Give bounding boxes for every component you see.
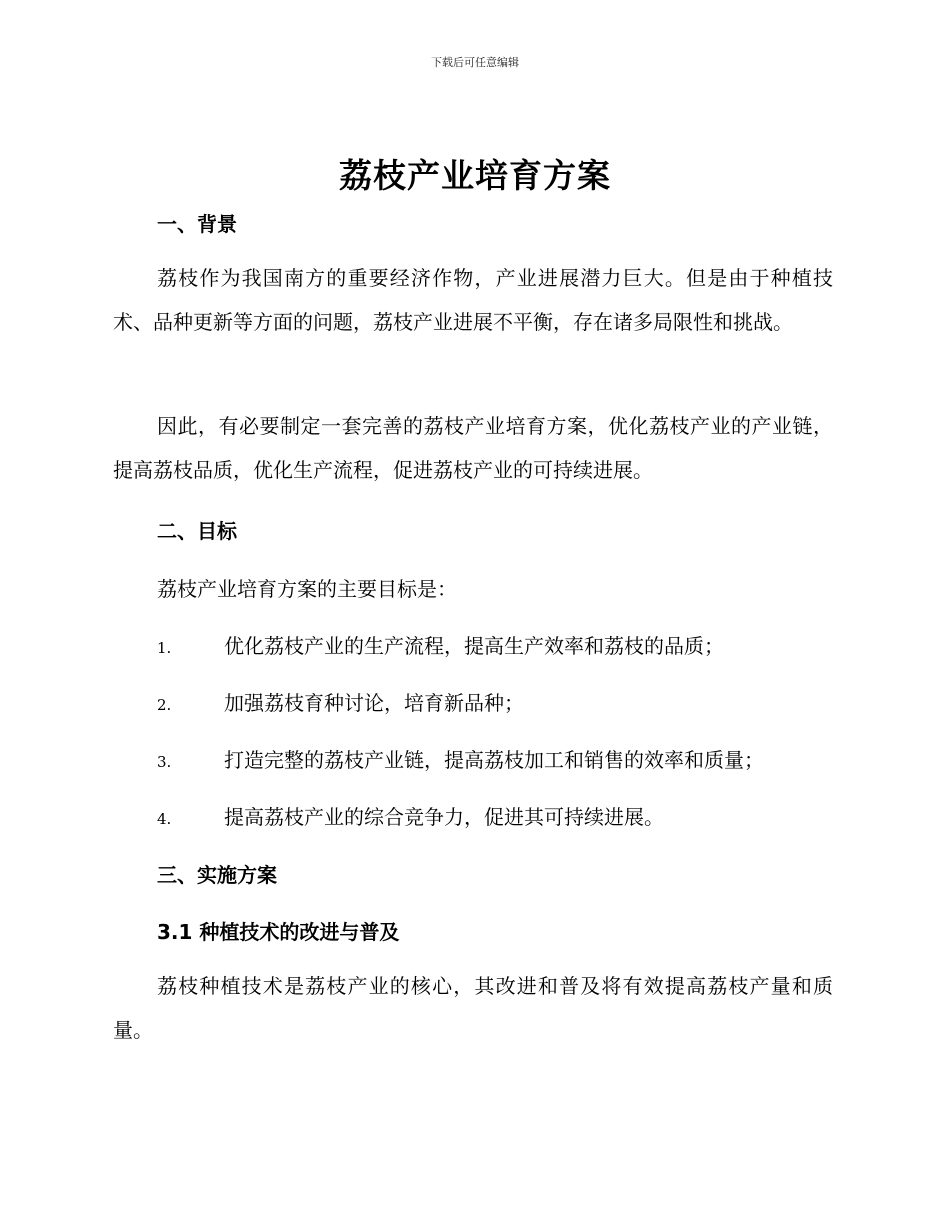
background-paragraph-1: 荔枝作为我国南方的重要经济作物，产业进展潜力巨大。但是由于种植技术、品种更新等方面的问题，荔枝产业进展不平衡，存在诸多局限性和挑战。 (113, 266, 833, 334)
page-header-note: 下载后可任意编辑 (431, 56, 519, 69)
list-item (157, 744, 764, 773)
list-item-text: 打造完整的荔枝产业链，提高荔枝加工和销售的效率和质量； (224, 748, 764, 772)
list-item (157, 801, 664, 830)
list-item-number: 3. (157, 753, 172, 771)
document-title: 荔枝产业培育方案 (339, 156, 611, 195)
implementation-paragraph: 荔枝种植技术是荔枝产业的核心，其改进和普及将有效提高荔枝产量和质量。 (113, 974, 833, 1042)
list-item-text: 提高荔枝产业的综合竞争力，促进其可持续进展。 (224, 805, 664, 829)
section-heading-implementation: 三、实施方案 (157, 863, 277, 887)
section-heading-background: 一、背景 (157, 212, 237, 236)
list-item-number: 4. (157, 810, 172, 828)
list-item-number: 1. (157, 639, 172, 657)
list-item-text: 加强荔枝育种讨论，培育新品种； (224, 691, 524, 715)
list-item-number: 2. (157, 696, 172, 714)
list-item-text: 优化荔枝产业的生产流程，提高生产效率和荔枝的品质； (224, 634, 724, 658)
list-item (157, 630, 724, 659)
subsection-heading-planting-tech: 3.1 种植技术的改进与普及 (157, 920, 400, 944)
background-paragraph-2: 因此，有必要制定一套完善的荔枝产业培育方案，优化荔枝产业的产业链，提高荔枝品质，优化生产流程，促进荔枝产业的可持续进展。 (113, 414, 833, 482)
goals-intro: 荔枝产业培育方案的主要目标是： (157, 577, 457, 601)
section-heading-goals: 二、目标 (157, 519, 237, 543)
list-item (157, 687, 524, 716)
